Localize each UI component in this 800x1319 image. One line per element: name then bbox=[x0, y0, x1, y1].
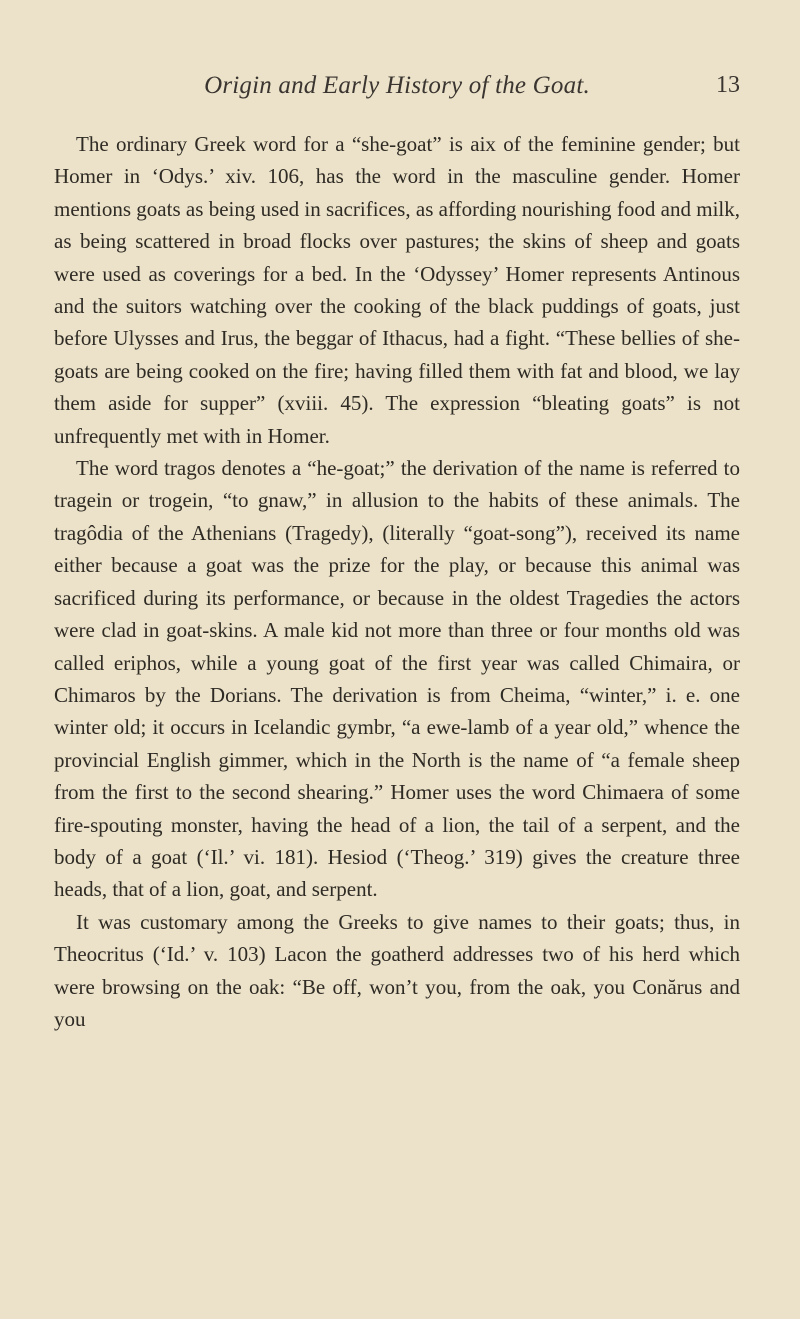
body-text bbox=[54, 128, 740, 1035]
paragraph-3: It was customary among the Greeks to give names to their goats; thus, in Theocritus (‘Id.’ v. 103) Lacon the goatherd addresses two of his herd which were browsing on the oak: “Be off, won’t you, from the oak, you Conărus and you bbox=[54, 909, 740, 1031]
paragraph-2: The word tragos denotes a “he-goat;” the derivation of the name is referred to tragein or trogein, “to gnaw,” in allusion to the habits of these animals. The tragôdia of the Athenians (Tragedy), (literally “goat-song”), received its name either because a goat was the prize for the play, or because this animal was sacrificed during its performance, or because in the oldest Tragedies the actors were clad in goat-skins. A male kid not more than three or four months old was called eriphos, while a young goat of the first year was called Chimaira, or Chimaros by the Dorians. The derivation is from Cheima, “winter,” i. e. one winter old; it occurs in Icelandic gymbr, “a ewe-lamb of a year old,” whence the provincial English gimmer, which in the North is the name of “a female sheep from the first to the second shearing.” Homer uses the word Chimaera of some fire-spouting monster, having the head of a lion, the tail of a serpent, and the body of a goat (‘Il.’ vi. 181). Hesiod (‘Theog.’ 319) gives the creature three heads, that of a lion, goat, and serpent. bbox=[54, 456, 740, 902]
running-title: Origin and Early History of the Goat. bbox=[204, 72, 590, 99]
paragraph-1: The ordinary Greek word for a “she-goat” is aix of the feminine gender; but Homer in ‘Odys.’ xiv. 106, has the word in the masculine gender. Homer mentions goats as being used in sacrifices, as affording nourishing food and milk, as being scattered in broad flocks over pastures; the skins of sheep and goats were used as coverings for a bed. In the ‘Odyssey’ Homer represents Antinous and the suitors watching over the cooking of the black puddings of goats, just before Ulysses and Irus, the beggar of Ithacus, had a fight. “These bellies of she-goats are being cooked on the fire; having filled them with fat and blood, we lay them aside for supper” (xviii. 45). The expression “bleating goats” is not unfrequently met with in Homer. bbox=[54, 132, 740, 448]
page-header bbox=[54, 72, 740, 108]
page-number: 13 bbox=[716, 72, 740, 98]
